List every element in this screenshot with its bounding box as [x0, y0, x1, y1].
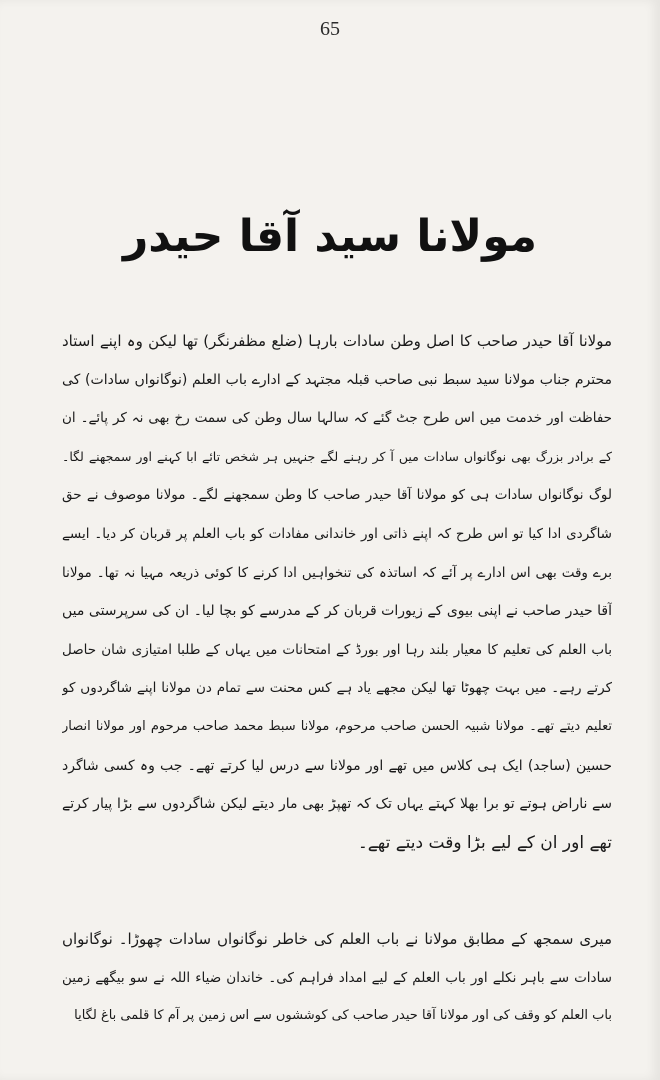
text-line: سادات سے باہر نکلے اور باب العلم کے لیے امداد فراہم کی۔ خاندان ضیاء اللہ نے سو بیگھے زمین [62, 969, 612, 986]
chapter-title: مولانا سید آقا حیدر [122, 211, 538, 262]
text-line: آقا حیدر صاحب نے اپنی بیوی کے زیورات قربان کر کے مدرسے کو بچا لیا۔ ان کی سرپرستی میں [62, 603, 612, 620]
paragraph-2 [62, 920, 612, 1036]
text-line: حسین (ساجد) ایک ہی کلاس میں تھے اور مولانا سے درس لیا کرتے تھے۔ جب وہ کسی شاگرد [62, 757, 612, 774]
text-line: لوگ نوگانواں سادات ہی کو مولانا آقا حیدر صاحب کا وطن سمجھنے لگے۔ مولانا موصوف نے حق [62, 487, 612, 504]
page-number: 65 [320, 18, 340, 40]
text-line: تھے اور ان کے لیے بڑا وقت دیتے تھے۔ [357, 832, 612, 853]
text-line: شاگردی ادا کیا تو اس طرح کہ اپنے ذاتی اور خاندانی مفادات کو باب العلم پر قربان کر دیا۔ ایسے [62, 525, 612, 542]
text-line: کرتے رہے۔ میں بہت چھوٹا تھا لیکن مجھے یاد ہے کس محنت سے تمام دن مولانا اپنے شاگردوں کو [62, 680, 612, 697]
paragraph-1 [62, 322, 612, 862]
text-line: حفاظت اور خدمت میں اس طرح جٹ گئے کہ سالہا سال وطن کی سمت رخ بھی نہ کر پائے۔ ان [62, 410, 612, 427]
text-line: برے وقت بھی اس ادارے پر آئے کہ اساتذہ کی تنخواہیں ادا کرنے کا کوئی ذریعہ مہیا نہ تھا۔ مولانا [62, 564, 612, 581]
text-line: تعلیم دیتے تھے۔ مولانا شبیہ الحسن صاحب مرحوم، مولانا سبط محمد صاحب مرحوم اور مولانا انصار [62, 718, 612, 734]
text-line: باب العلم کو وقف کی اور مولانا آقا حیدر صاحب کی کوششوں سے اس زمین پر آم کا قلمی باغ لگایا [74, 1008, 612, 1024]
text-line: باب العلم کی تعلیم کا معیار بلند رہا اور بورڈ کے امتحانات میں یہاں کے طلبا امتیازی شان حاصل [62, 641, 612, 658]
text-line: میری سمجھ کے مطابق مولانا نے باب العلم کی خاطر نوگانواں سادات چھوڑا۔ نوگانواں [62, 930, 612, 948]
text-line: مولانا آقا حیدر صاحب کا اصل وطن سادات بارہا (ضلع مظفرنگر) تھا لیکن وہ اپنے استاد [62, 332, 612, 350]
text-line: محترم جناب مولانا سید سبط نبی صاحب قبلہ مجتہد کے ادارے باب العلم (نوگانواں سادات) کی [62, 371, 612, 388]
text-line: سے ناراض ہوتے تو برا بھلا کہتے یہاں تک کہ تھپڑ بھی مار دیتے لیکن شاگردوں سے بڑا پیار کرتے [62, 796, 612, 813]
text-line: کے برادر بزرگ بھی نوگانواں سادات میں آ کر رہنے لگے جنہیں ہر شخص تائے ابا کہنے اور سمجھنے لگا۔ [62, 448, 612, 464]
